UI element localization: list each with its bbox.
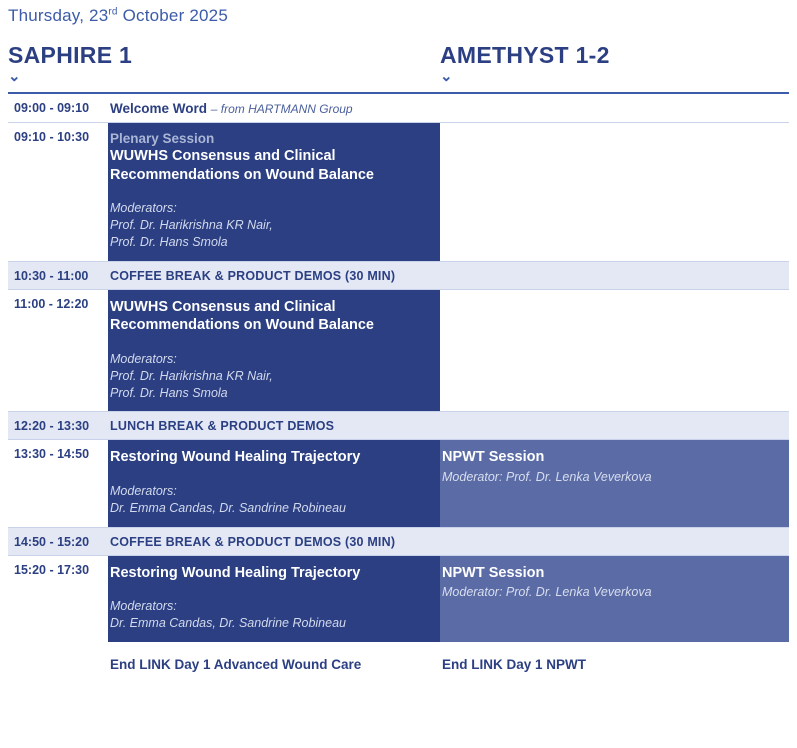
schedule-grid xyxy=(8,94,789,674)
session-cell-track-2[interactable] xyxy=(440,440,789,526)
chevron-down-icon[interactable]: ⌄ xyxy=(8,68,21,85)
moderators-label: Moderators: xyxy=(110,351,177,366)
room-column-amethyst-1-2 xyxy=(440,42,790,83)
moderators-label: Moderators: xyxy=(110,599,177,614)
break-label: COFFEE BREAK & PRODUCT DEMOS (30 MIN) xyxy=(110,268,396,283)
session-block[interactable] xyxy=(440,556,789,642)
date-suffix: October 2025 xyxy=(117,6,228,25)
session-block[interactable] xyxy=(108,123,440,261)
moderator-name: Prof. Dr. Hans Smola xyxy=(110,234,228,249)
session-block[interactable] xyxy=(108,290,440,412)
session-cell-track-1[interactable] xyxy=(108,440,440,526)
moderator-name: Prof. Dr. Harikrishna KR Nair, xyxy=(110,217,273,232)
session-cell-track-1[interactable] xyxy=(108,556,440,642)
row-time: 10:30 - 11:00 xyxy=(8,262,108,289)
schedule-row xyxy=(8,94,789,123)
break-label: COFFEE BREAK & PRODUCT DEMOS (30 MIN) xyxy=(110,534,396,549)
session-cell-track-2[interactable] xyxy=(440,556,789,642)
room-title-1: SAPHIRE 1 xyxy=(8,42,133,68)
end-label-track-2: End LINK Day 1 NPWT xyxy=(442,657,587,673)
row-time: 09:00 - 09:10 xyxy=(14,101,90,115)
row-time: 12:20 - 13:30 xyxy=(8,412,108,439)
schedule-row xyxy=(8,290,789,413)
date-prefix: Thursday, 23 xyxy=(8,6,109,25)
room-headers xyxy=(0,42,797,83)
moderator-name: Moderator: Prof. Dr. Lenka Veverkova xyxy=(442,585,652,600)
break-cell xyxy=(108,528,440,555)
session-cell-track-2 xyxy=(440,123,789,261)
session-cell-track-2 xyxy=(440,94,789,122)
session-cell-track-1[interactable] xyxy=(108,290,440,412)
row-time: 13:30 - 14:50 xyxy=(14,447,90,462)
row-time: 09:10 - 10:30 xyxy=(14,130,90,144)
welcome-subtitle: – from HARTMANN Group xyxy=(210,102,353,116)
break-cell xyxy=(108,412,440,439)
break-cell-track-2 xyxy=(440,262,789,289)
schedule-row xyxy=(8,440,789,527)
row-time: 14:50 - 15:20 xyxy=(8,528,108,555)
welcome-word xyxy=(108,94,440,122)
welcome-title: Welcome Word xyxy=(110,101,208,116)
schedule-row xyxy=(8,556,789,642)
end-label-track-1: End LINK Day 1 Advanced Wound Care xyxy=(110,657,362,673)
moderator-name: Dr. Emma Candas, Dr. Sandrine Robineau xyxy=(110,500,346,515)
break-label: LUNCH BREAK & PRODUCT DEMOS xyxy=(110,419,335,434)
room-column-saphire-1 xyxy=(8,42,440,83)
session-block[interactable] xyxy=(440,440,789,526)
break-row xyxy=(8,528,789,556)
session-title: Restoring Wound Healing Trajectory xyxy=(110,564,361,581)
date-ordinal: rd xyxy=(108,6,118,18)
break-row xyxy=(8,412,789,440)
break-row xyxy=(8,262,789,290)
session-block[interactable] xyxy=(108,556,440,642)
moderators-label: Moderators: xyxy=(110,483,177,498)
day-end-row xyxy=(8,656,789,674)
moderator-name: Prof. Dr. Hans Smola xyxy=(110,385,228,400)
session-cell-track-1[interactable] xyxy=(108,123,440,261)
moderator-name: Prof. Dr. Harikrishna KR Nair, xyxy=(110,368,273,383)
row-time: 15:20 - 17:30 xyxy=(14,562,90,577)
session-block[interactable] xyxy=(108,440,440,526)
end-track-2 xyxy=(440,656,789,674)
row-time: 11:00 - 12:20 xyxy=(14,296,89,311)
end-track-1 xyxy=(108,656,440,674)
session-title: WUWHS Consensus and Clinical Recommendations on Wound Balance xyxy=(110,148,374,183)
agenda-date xyxy=(0,0,797,26)
room-title-2: AMETHYST 1-2 xyxy=(440,42,610,68)
session-kicker: Plenary Session xyxy=(110,131,215,146)
end-spacer xyxy=(8,656,108,674)
break-cell-track-2 xyxy=(440,528,789,555)
moderator-name: Dr. Emma Candas, Dr. Sandrine Robineau xyxy=(110,616,346,631)
session-title: WUWHS Consensus and Clinical Recommendations on Wound Balance xyxy=(110,298,374,334)
break-cell xyxy=(108,262,440,289)
chevron-down-icon[interactable]: ⌄ xyxy=(440,68,453,85)
moderators-label: Moderators: xyxy=(110,201,177,216)
session-cell-track-1 xyxy=(108,94,440,122)
break-cell-track-2 xyxy=(440,412,789,439)
session-title: NPWT Session xyxy=(442,564,545,581)
session-cell-track-2 xyxy=(440,290,789,412)
session-title: NPWT Session xyxy=(442,449,545,466)
moderator-name: Moderator: Prof. Dr. Lenka Veverkova xyxy=(442,469,652,484)
schedule-row xyxy=(8,123,789,262)
session-title: Restoring Wound Healing Trajectory xyxy=(110,449,361,466)
